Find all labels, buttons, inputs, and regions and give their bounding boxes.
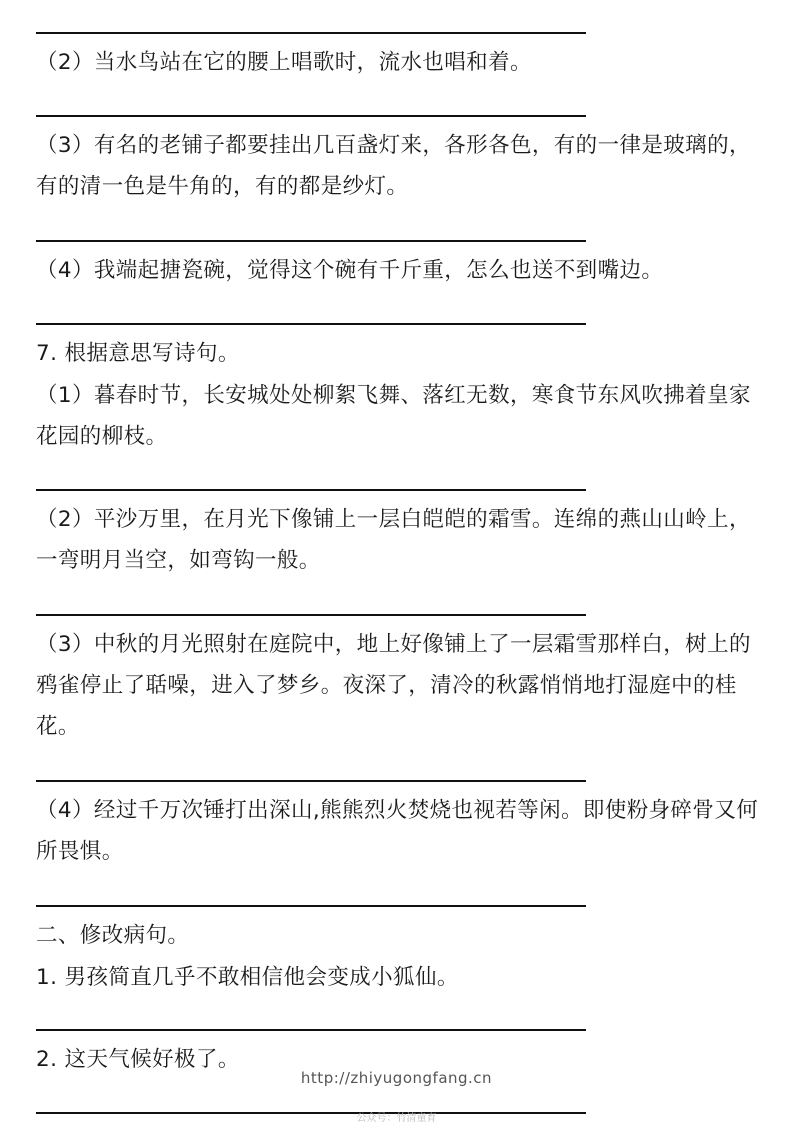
question-item: （2）平沙万里，在月光下像铺上一层白皑皑的霜雪。连绵的燕山山岭上，一弯明月当空，如弯钩一般。 (36, 507, 751, 573)
watermark-url: http://zhiyugongfang.cn (300, 1069, 493, 1087)
question-item: （1）暮春时节，长安城处处柳絮飞舞、落红无数，寒食节东风吹拂着皇家花园的柳枝。 (36, 383, 751, 449)
answer-line (36, 32, 586, 34)
question-item: （4）经过千万次锤打出深山,熊熊烈火焚烧也视若等闲。即使粉身碎骨又何所畏惧。 (36, 798, 759, 864)
answer-line (36, 323, 586, 325)
question-item: 2. 这天气候好极了。 (36, 1047, 240, 1072)
answer-line (36, 905, 586, 907)
question-item: 1. 男孩简直几乎不敢相信他会变成小狐仙。 (36, 965, 459, 990)
answer-line (36, 115, 586, 117)
section-heading: 7. 根据意思写诗句。 (36, 341, 240, 366)
question-item: （4）我端起搪瓷碗，觉得这个碗有千斤重，怎么也送不到嘴边。 (36, 258, 664, 283)
answer-line (36, 240, 586, 242)
section-heading: 二、修改病句。 (36, 923, 190, 948)
answer-line (36, 614, 586, 616)
question-item: （2）当水鸟站在它的腰上唱歌时，流水也唱和着。 (36, 50, 532, 75)
question-item: （3）有名的老铺子都要挂出几百盏灯来，各形各色，有的一律是玻璃的，有的清一色是牛角的，有的都是纱灯。 (36, 133, 751, 199)
answer-line (36, 780, 586, 782)
question-item: （3）中秋的月光照射在庭院中，地上好像铺上了一层霜雪那样白，树上的鸦雀停止了聒噪，进入了梦乡。夜深了，清冷的秋露悄悄地打湿庭中的桂花。 (36, 632, 751, 739)
answer-line (36, 1029, 586, 1031)
watermark-caption: 公众号：竹清童育 (356, 1113, 437, 1124)
answer-line (36, 489, 586, 491)
